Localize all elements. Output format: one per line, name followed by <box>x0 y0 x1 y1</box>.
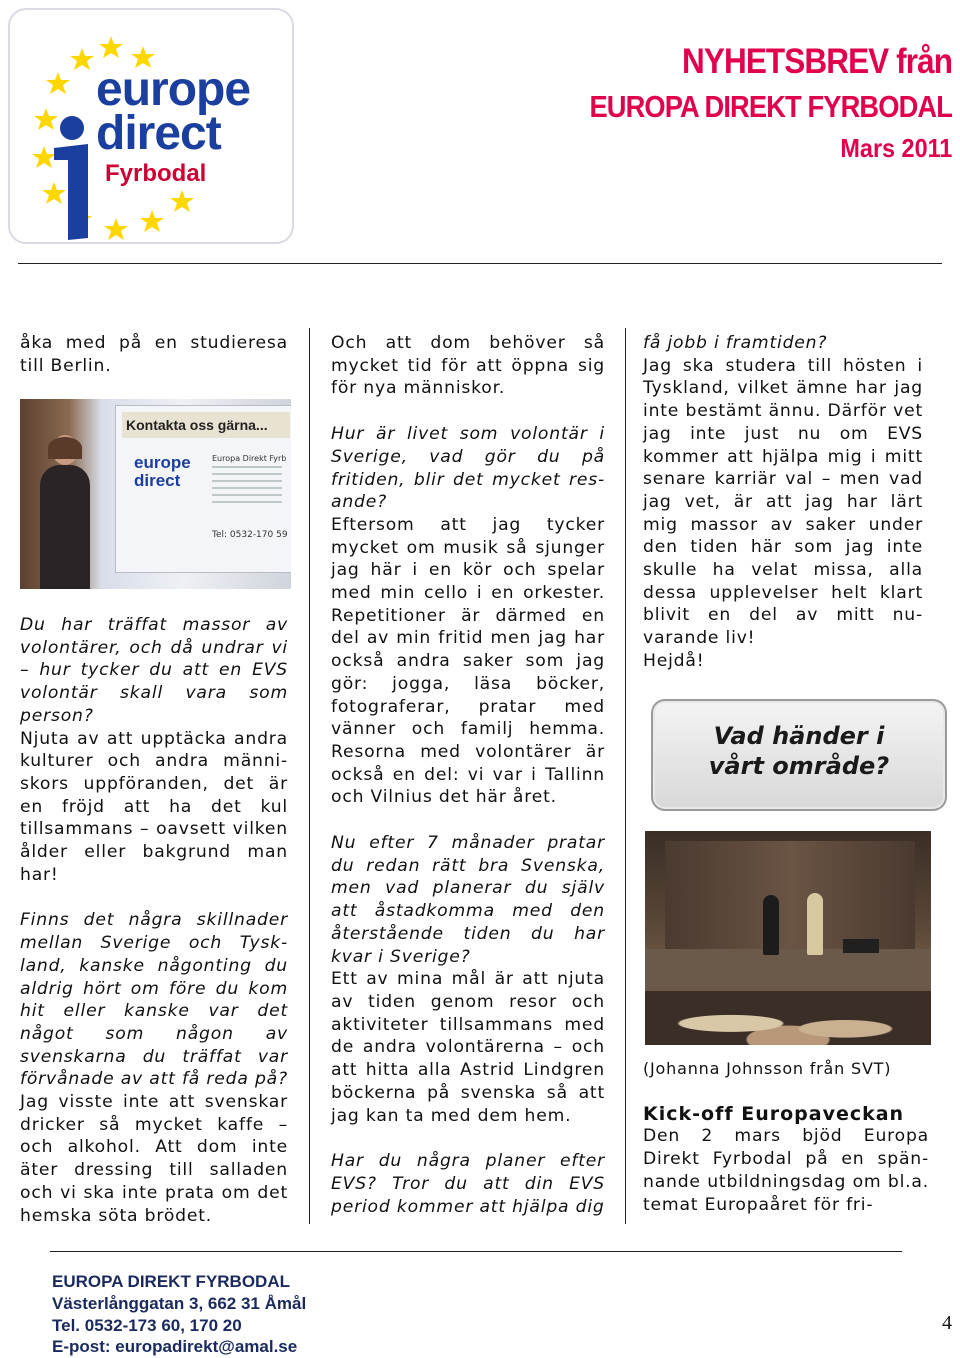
projector-screen <box>115 405 291 573</box>
newsletter-date: Mars 2011 <box>840 133 952 163</box>
presenter-2 <box>807 893 823 955</box>
col1-question-1: Du har träffat massor av volontärer, och då undrar vi – hur tycker du att en EVS volontär skall vara som person? <box>20 615 288 726</box>
speaker-figure <box>40 435 90 589</box>
col2-answer-2: Ett av mina mål är att njuta av tiden genom resor och aktiviteter tillsammans med de andra volontärerna – och att hitta alla Astrid Lindgren böckerna på svenska så att jag kan ta med dem hem. <box>331 969 605 1126</box>
stage-floor <box>645 949 931 989</box>
stage-wall <box>665 841 915 951</box>
col2-question-2: Nu efter 7 månader pratar du redan rätt bra Svenska, men vad planerar du själv att åstadkomma med den återstående tiden du har kvar i Sverige? <box>331 833 605 967</box>
page-number: 4 <box>942 1312 952 1334</box>
europe-direct-logo <box>8 8 294 244</box>
audience <box>645 991 931 1045</box>
screen-phone: Tel: 0532-170 59 <box>212 530 288 540</box>
column-divider-2 <box>625 328 626 1224</box>
lectern <box>843 939 879 953</box>
header-rule <box>18 263 942 264</box>
footer-address: Västerlånggatan 3, 662 31 Åmål <box>52 1294 307 1313</box>
col3-question-end: få jobb i framtiden? <box>643 333 828 353</box>
banner-text <box>653 721 945 781</box>
column-divider-1 <box>309 328 310 1224</box>
screen-text: Europa Direkt Fyrb <box>212 454 287 463</box>
column-2 <box>331 332 605 1218</box>
footer-phone: Tel. 0532-173 60, 170 20 <box>52 1316 242 1335</box>
section-body: Den 2 mars bjöd Europa Direkt Fyrbodal på en spän-nande utbildningsdag om bl.a. temat Europaåret för fri- <box>643 1126 929 1215</box>
col2-question-1: Hur är livet som volontär i Sverige, vad gör du på fritiden, blir det mycket res-ande? <box>331 424 605 513</box>
section-heading: Kick-off Europaveckan <box>643 1102 905 1125</box>
banner-line-2: vårt område? <box>708 752 890 780</box>
column-1 <box>20 332 288 377</box>
col2-paragraph-1: Och att dom behöver så mycket tid för att öppna sig för nya människor. <box>331 333 605 399</box>
col3-farewell: Hejdå! <box>643 650 705 671</box>
screen-text-lines <box>212 466 282 506</box>
column-1-body <box>20 614 288 1227</box>
banner-line-1: Vad händer i <box>713 722 885 750</box>
footer-rule <box>50 1251 902 1252</box>
col1-question-2: Finns det några skillnader mellan Sverige och Tysk-land, kanske någonting du aldrig hört om före du kom hit eller kanske var det något som någon av svenskarna du träffat var förvånade av att få reda på? <box>20 910 288 1090</box>
presentation-photo <box>20 399 291 589</box>
logo-region: Fyrbodal <box>105 160 207 187</box>
news-banner[interactable] <box>651 699 947 811</box>
screen-logo <box>134 454 191 490</box>
col1-answer-1: Njuta av att upptäcka andra kulturer och andra männi-skors uppföranden, det är en fröjd att ha det kul tillsammans – oavsett vilken ålder eller bakgrund man har! <box>20 728 288 885</box>
logo-word-direct: direct <box>96 107 221 160</box>
logo-word-europe: europe <box>96 63 251 116</box>
col3-answer-1: Jag ska studera till hösten i Tyskland, vilket ämne har jag inte bestämt ännu. Därför vet jag inte just nu om EVS kommer att hjälpa mig i mitt senare karriär val – men vad jag vet, är att jag har lärt mig massor av saker under den tiden här som jag inte skulle ha velat missa, alla dessa upplevelser helt klart blivit en del av mitt nu-varande liv! <box>643 355 923 649</box>
event-photo <box>645 831 931 1045</box>
footer-org: EUROPA DIREKT FYRBODAL <box>52 1272 290 1291</box>
col1-answer-2: Jag visste inte att svenskar dricker så mycket kaffe – och alkohol. Att dom inte äter dressing till salladen och vi ska inte prata om det hemska söta brödet. <box>20 1092 288 1226</box>
screen-heading: Kontakta oss gärna... <box>122 412 290 438</box>
newsletter-org: EUROPA DIREKT FYRBODAL <box>589 89 952 124</box>
screen-logo-word2: direct <box>134 471 181 490</box>
newsletter-title: NYHETSBREV från <box>681 42 952 81</box>
col2-answer-1: Eftersom att jag tycker mycket om musik så sjunger jag här i en kör och spelar med min cello i en orkester. Repetitioner är därmed en del av min fritid men jag har också andra saker som jag gör: jogga, läsa böcker, fotograferar, pratar med vänner och familj hemma. Resorna med volontärer är också en del: vi var i Tallinn och Vilnius det här året. <box>331 514 605 808</box>
col2-question-3: Har du några planer efter EVS? Tror du att din EVS period kommer att hjälpa dig <box>331 1151 605 1217</box>
presenter-1 <box>763 895 779 955</box>
column-3-lower <box>643 1058 929 1216</box>
photo-caption: (Johanna Johnsson från SVT) <box>643 1059 892 1078</box>
col1-intro: åka med på en studieresa till Berlin. <box>20 333 288 376</box>
footer-email[interactable]: E-post: europadirekt@amal.se <box>52 1337 298 1356</box>
column-3 <box>643 332 923 673</box>
screen-logo-word1: europe <box>134 453 191 472</box>
